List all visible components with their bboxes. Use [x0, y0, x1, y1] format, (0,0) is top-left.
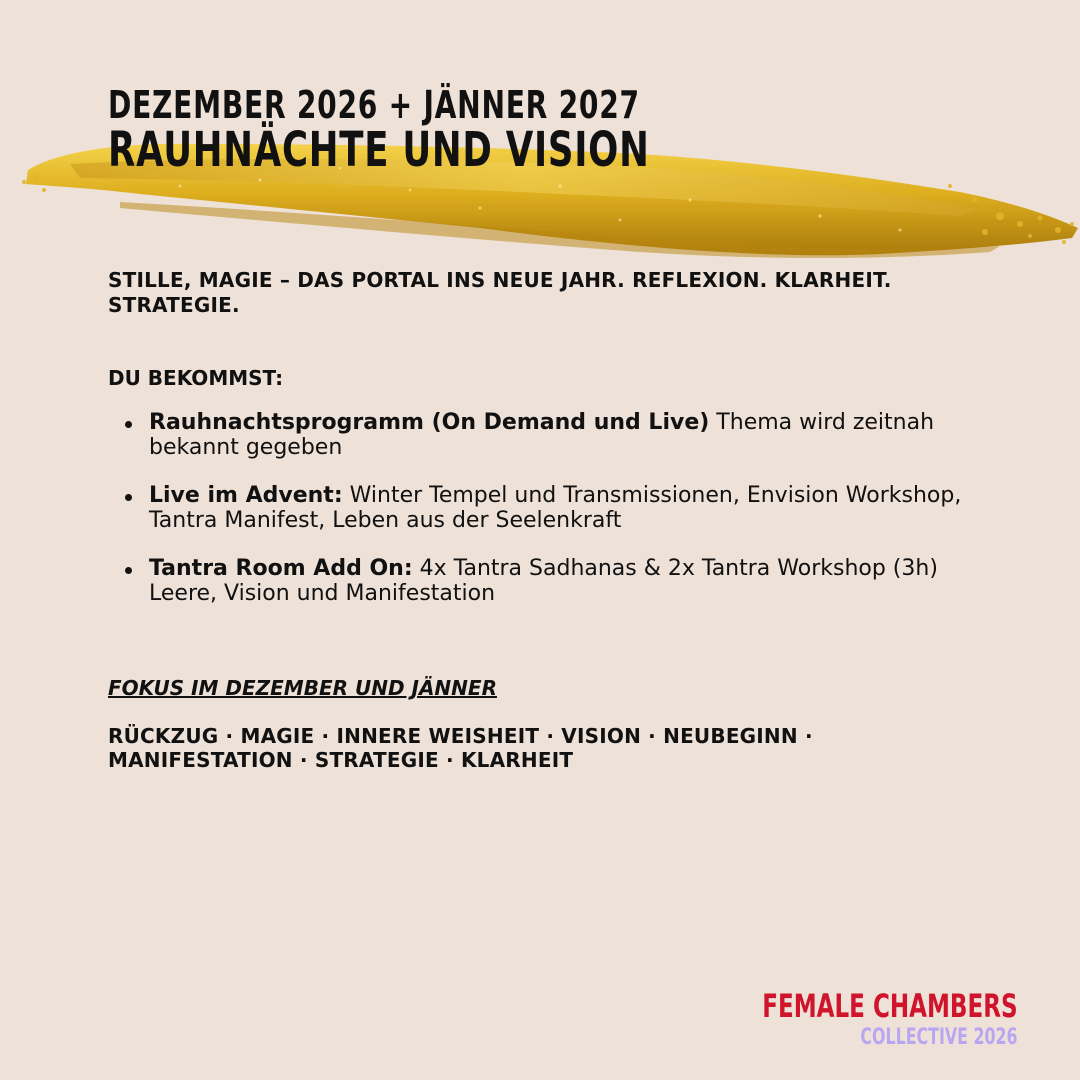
focus-keywords: RÜCKZUG · MAGIE · INNERE WEISHEIT · VISION · NEUBEGINN · MANIFESTATION · STRATEGIE · KLARHEIT — [108, 724, 813, 772]
brand-name: FEMALE CHAMBERS — [762, 987, 1018, 1025]
header — [108, 84, 840, 176]
benefit-title: Rauhnachtsprogramm (On Demand und Live) — [149, 410, 710, 435]
benefit-text: Thema wird zeitnah bekannt gegeben — [149, 410, 935, 460]
date-line: DEZEMBER 2026 + JÄNNER 2027 — [108, 83, 640, 127]
focus-heading: FOKUS IM DEZEMBER UND JÄNNER — [108, 676, 497, 700]
receive-heading: DU BEKOMMST: — [108, 366, 284, 390]
intro-text: STILLE, MAGIE – DAS PORTAL INS NEUE JAHR. REFLEXION. KLARHEIT. STRATEGIE. — [108, 268, 892, 317]
benefit-text: 4x Tantra Sadhanas & 2x Tantra Workshop (3h) Leere, Vision und Manifestation — [149, 556, 938, 606]
bullet-icon — [125, 421, 132, 428]
list-item — [122, 483, 982, 533]
benefit-title: Live im Advent: — [149, 483, 343, 508]
benefit-text: Winter Tempel und Transmissionen, Envision Workshop, Tantra Manifest, Leben aus der Seelenkraft — [149, 483, 962, 533]
bullet-icon — [125, 494, 132, 501]
benefits-list — [122, 410, 982, 629]
list-item — [122, 556, 982, 606]
bullet-icon — [125, 567, 132, 574]
brand-subtitle: COLLECTIVE 2026 — [860, 1025, 1018, 1050]
brand-logo — [663, 988, 1018, 1050]
benefit-title: Tantra Room Add On: — [149, 556, 413, 581]
list-item — [122, 410, 982, 460]
page-title: RAUHNÄCHTE UND VISION — [108, 122, 650, 178]
